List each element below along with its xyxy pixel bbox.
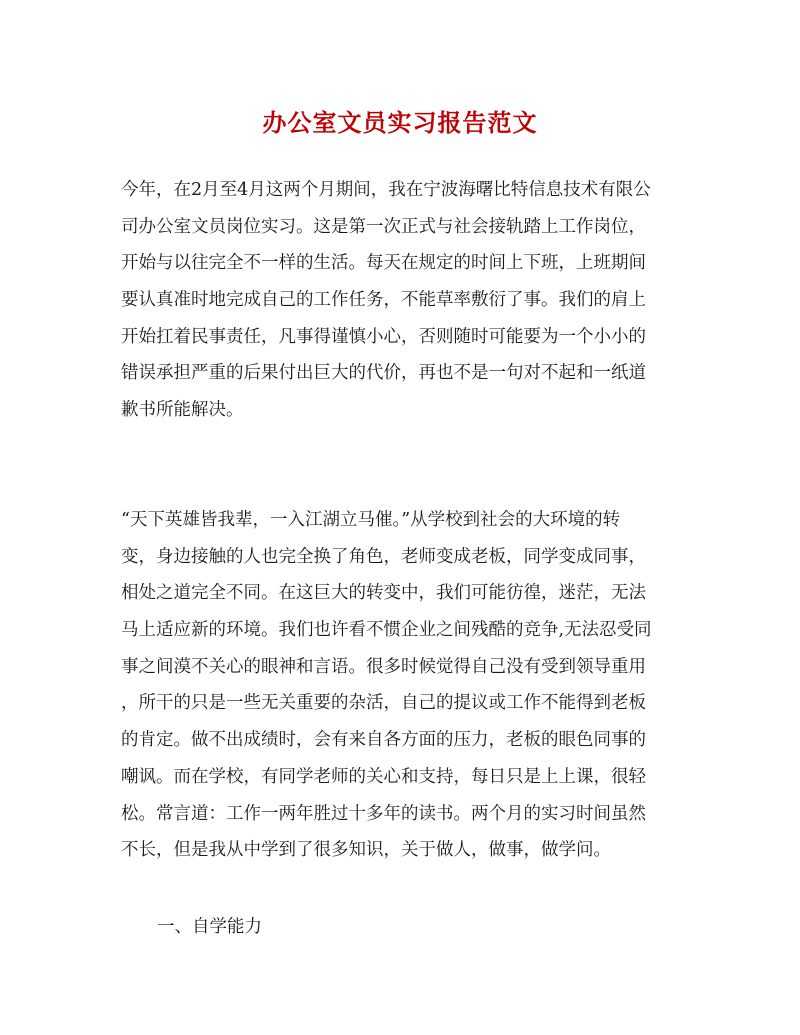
paragraph-line: 错误承担严重的后果付出巨大的代价，再也不是一句对不起和一纸道 bbox=[121, 363, 646, 384]
paragraph-line: 不长，但是我从中学到了很多知识，关于做人，做事，做学问。 bbox=[121, 840, 611, 861]
paragraph-line: 要认真准时地完成自己的工作任务，不能草率敷衍了事。我们的肩上 bbox=[121, 290, 646, 311]
paragraph-line: 事之间漠不关心的眼神和言语。很多时候觉得自己没有受到领导重用 bbox=[121, 656, 646, 677]
paragraph-line: 嘲讽。而在学校，有同学老师的关心和支持，每日只是上上课，很轻 bbox=[121, 766, 646, 787]
paragraph-line: 开始与以往完全不一样的生活。每天在规定的时间上下班，上班期间 bbox=[121, 253, 646, 274]
paragraph-line: 的肯定。做不出成绩时，会有来自各方面的压力，老板的眼色同事的 bbox=[121, 730, 646, 751]
paragraph-line: 马上适应新的环境。我们也许看不惯企业之间残酷的竞争,无法忍受同 bbox=[121, 620, 652, 641]
paragraph-line: 松。常言道：工作一两年胜过十多年的读书。两个月的实习时间虽然 bbox=[121, 803, 646, 824]
paragraph-line: ，所干的只是一些无关重要的杂活，自己的提议或工作不能得到老板 bbox=[121, 693, 646, 714]
paragraph-line: 司办公室文员岗位实习。这是第一次正式与社会接轨踏上工作岗位， bbox=[121, 216, 646, 237]
paragraph-line: 变，身边接触的人也完全换了角色，老师变成老板，同学变成同事， bbox=[121, 546, 646, 567]
paragraph-line: “天下英雄皆我辈，一入江湖立马催。”从学校到社会的大环境的转 bbox=[121, 510, 621, 530]
paragraph-line: 相处之道完全不同。在这巨大的转变中，我们可能彷徨，迷茫，无法 bbox=[121, 583, 646, 604]
document-title: 办公室文员实习报告范文 bbox=[262, 108, 538, 137]
section-heading: 一、自学能力 bbox=[157, 917, 262, 937]
paragraph-2 bbox=[121, 502, 681, 869]
paragraph-line: 歉书所能解决。 bbox=[121, 400, 244, 421]
paragraph-line: 开始扛着民事责任，凡事得谨慎小心，否则随时可能要为一个小小的 bbox=[121, 326, 646, 347]
paragraph-line: 今年，在2月至4月这两个月期间，我在宁波海曙比特信息技术有限公 bbox=[121, 180, 651, 200]
paragraph-1 bbox=[121, 172, 681, 429]
